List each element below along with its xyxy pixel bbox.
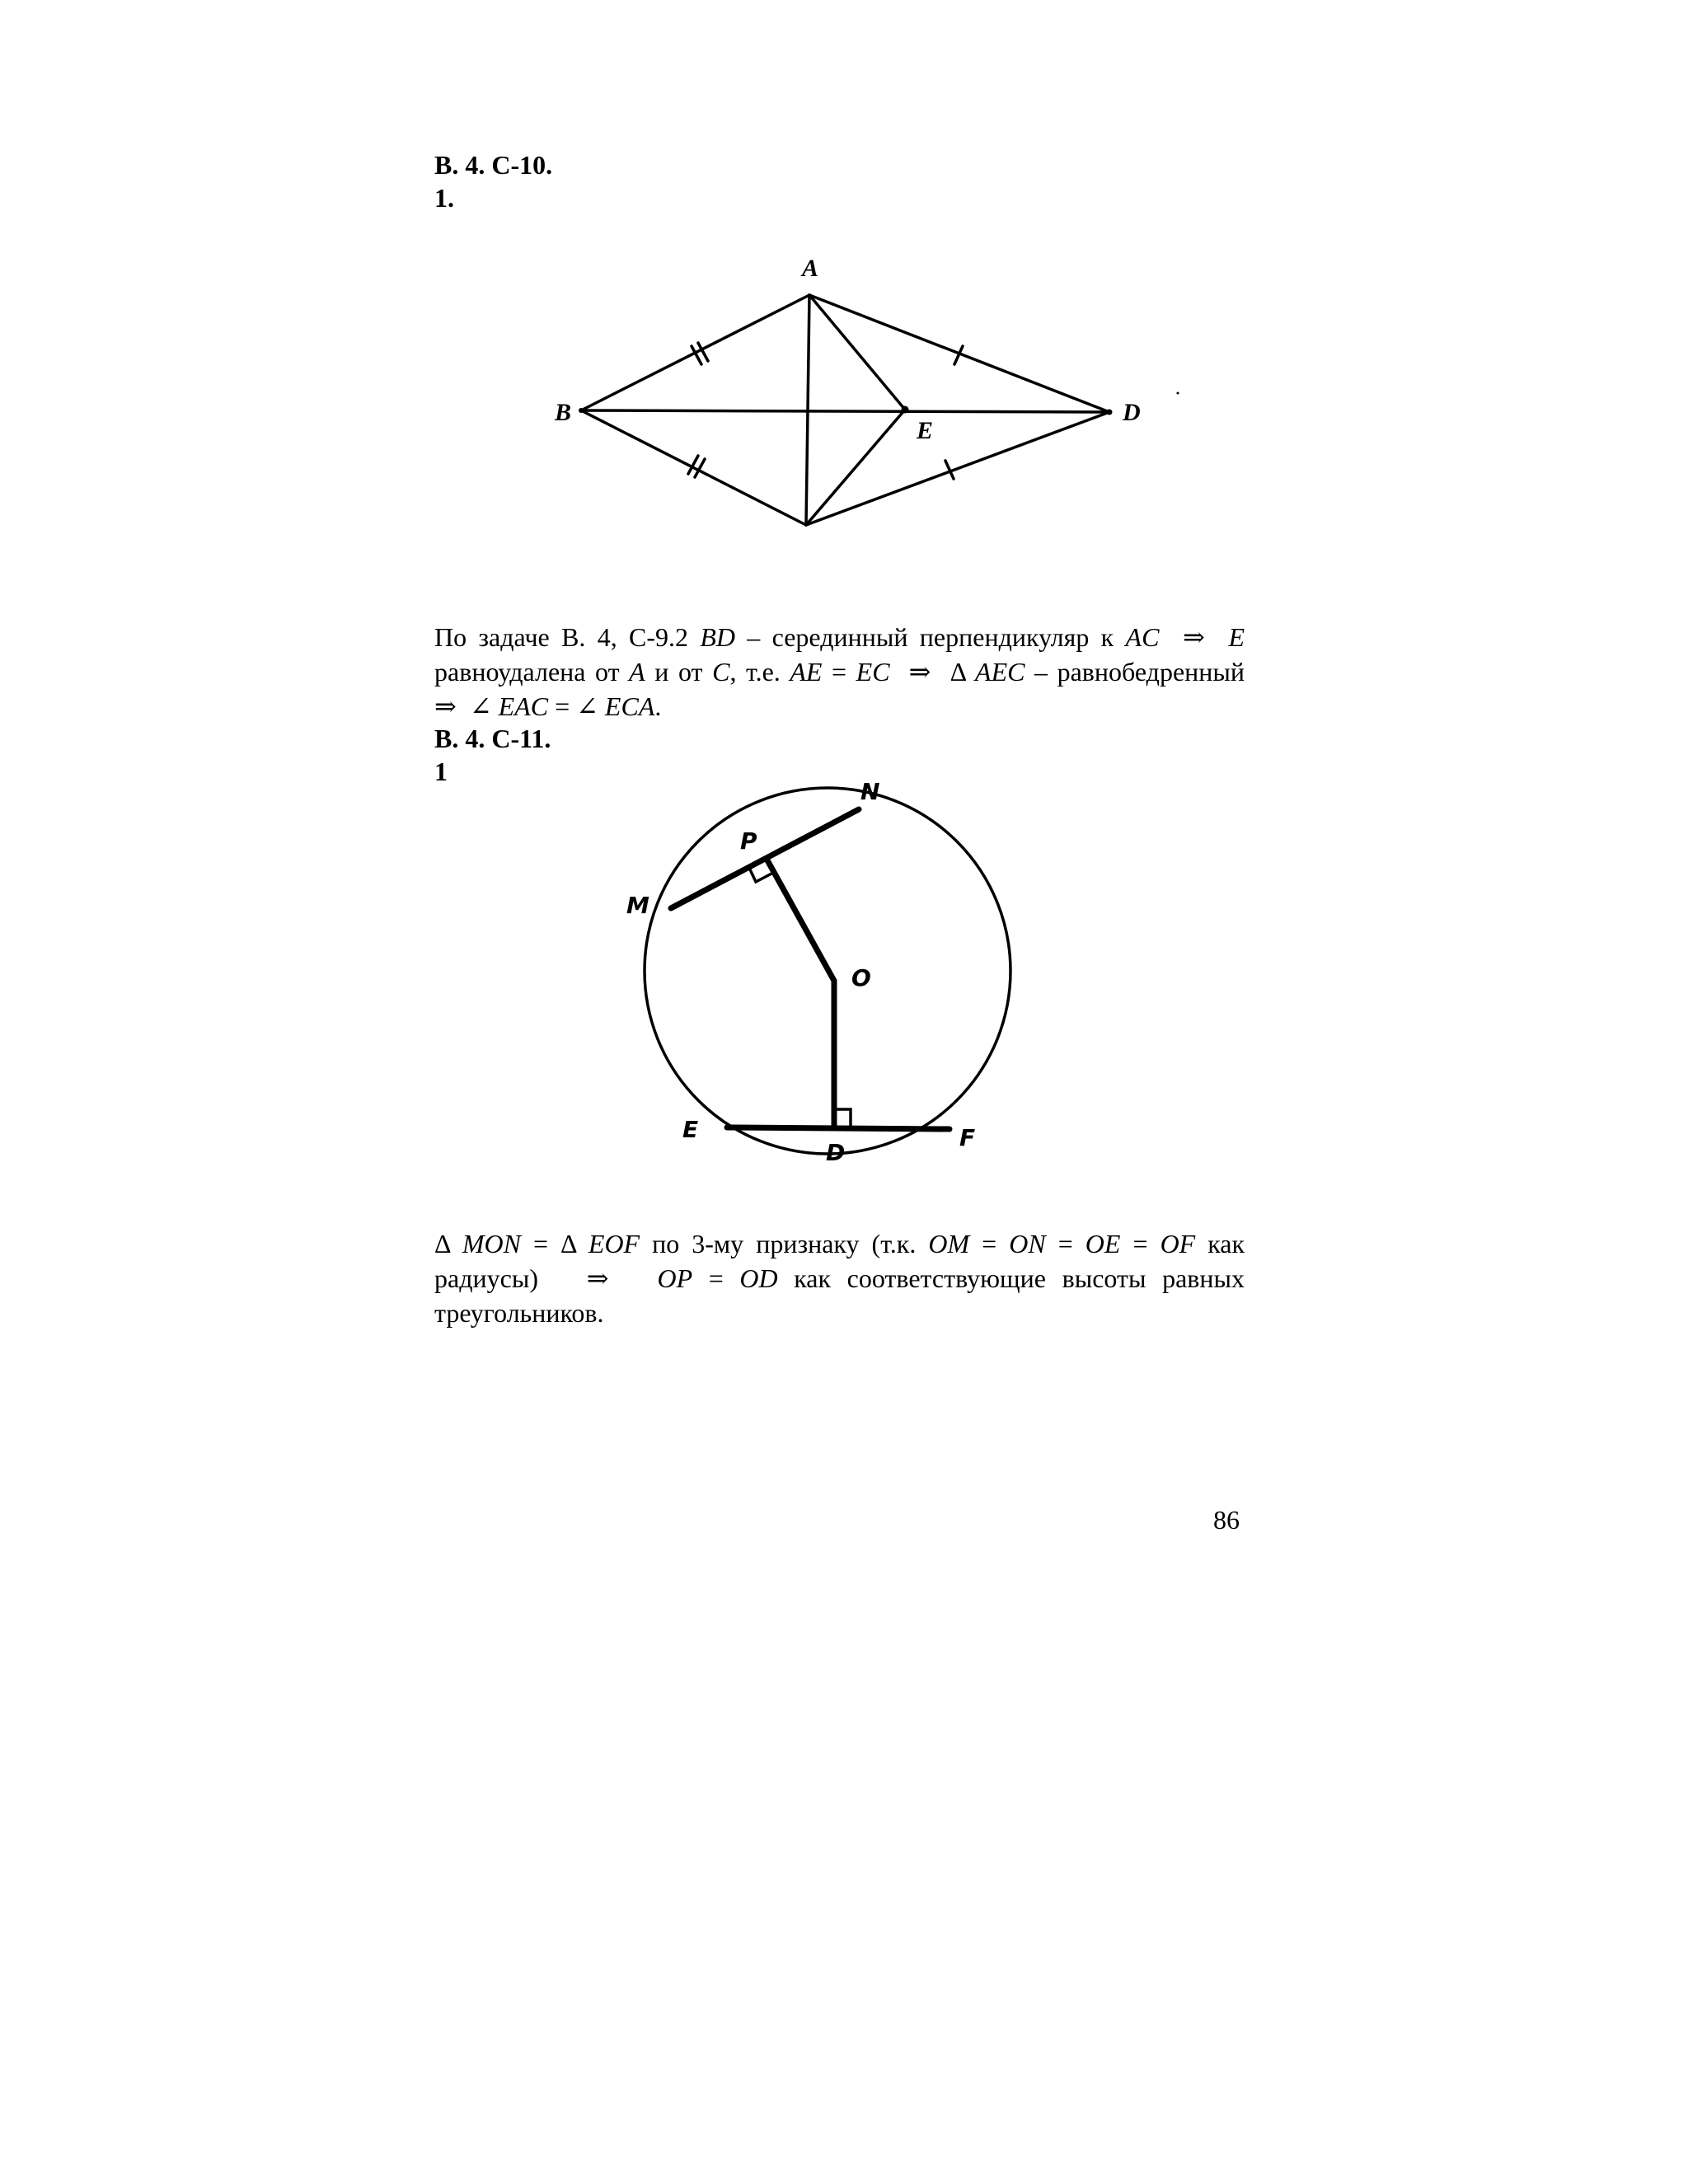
side-bc [581, 410, 806, 525]
problem-number-1b: 1 [434, 757, 448, 786]
explanation-paragraph-2 [434, 1226, 1245, 1330]
side-cd [806, 412, 1109, 525]
section-heading-c10: В. 4. С-10. [434, 150, 553, 180]
page-number: 86 [1213, 1505, 1240, 1535]
label-a: A [802, 255, 819, 282]
label-d2: D [826, 1139, 846, 1166]
label-e: E [917, 417, 934, 444]
point-b [579, 408, 584, 413]
explanation-2-line-2: радиусы) ⇒ OP = OD как соответствующие высоты равных [434, 1263, 1245, 1293]
point-e [902, 406, 909, 414]
point-d [1107, 410, 1113, 415]
speck [1177, 392, 1179, 395]
problem-number-1: 1. [434, 183, 454, 213]
label-p: P [740, 827, 757, 855]
circle-chords-diagram [610, 766, 1055, 1179]
explanation-2-line-1: Δ MON = Δ EOF по 3-му признаку (т.к. OM = ON = OE = OF как [434, 1229, 1245, 1258]
section-heading-c11: В. 4. С-11. [434, 724, 551, 753]
label-b: B [555, 399, 572, 426]
rhombus-diagram [528, 223, 1203, 602]
label-e2: E [682, 1116, 699, 1143]
explanation-1-line-3: ⇒ ∠ EAC = ∠ ECA. [434, 691, 662, 721]
explanation-1-line-2: равноудалена от A и от C, т.е. AE = EC ⇒ Δ AEC – равнобедренный [434, 657, 1245, 687]
segment-op [767, 859, 834, 981]
label-d: D [1123, 399, 1141, 426]
diagonal-bd [581, 410, 1109, 412]
label-o: O [851, 964, 871, 991]
explanation-1-line-1: По задаче В. 4, С-9.2 BD – серединный перпендикуляр к AC ⇒ E [434, 622, 1245, 652]
chord-ef [727, 1127, 950, 1129]
explanation-paragraph-1 [434, 620, 1245, 724]
explanation-2-line-3: треугольников. [434, 1298, 604, 1328]
label-m: M [626, 892, 649, 919]
label-n: N [860, 778, 880, 805]
diagonal-ac [806, 295, 809, 525]
label-f: F [959, 1124, 976, 1151]
